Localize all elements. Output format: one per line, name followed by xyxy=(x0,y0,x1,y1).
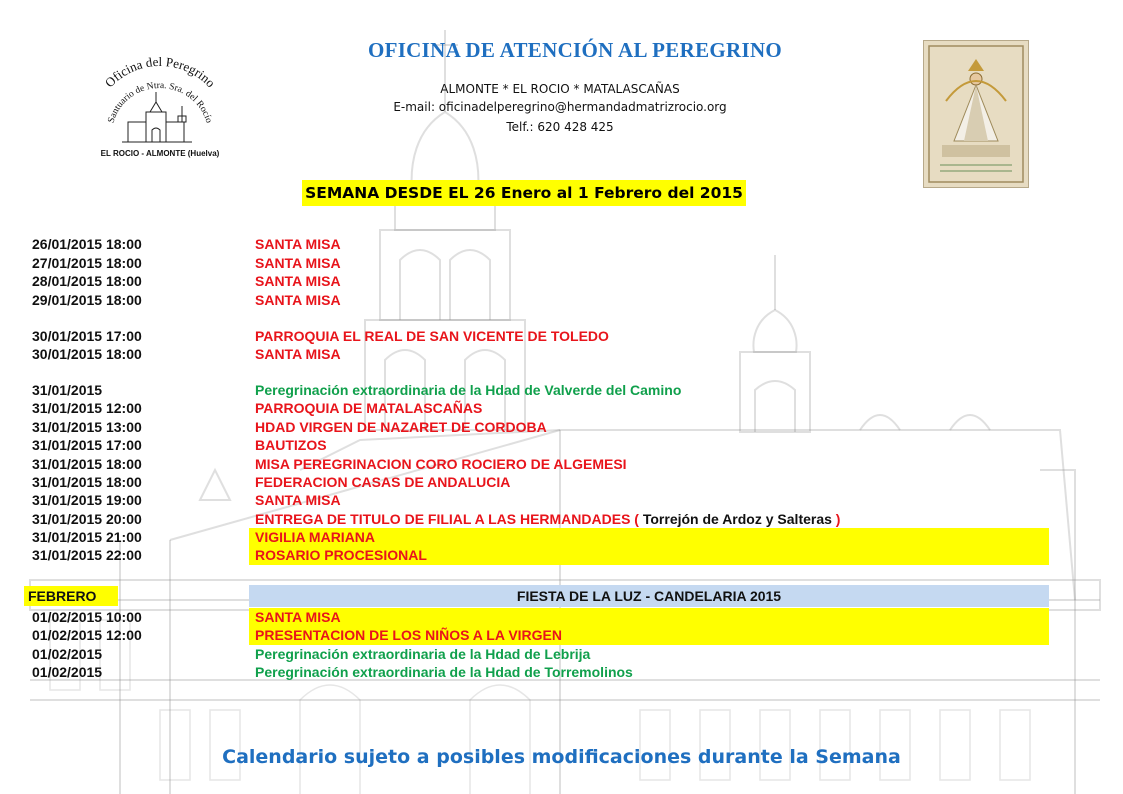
schedule-row xyxy=(0,455,1123,473)
event-title: SANTA MISA xyxy=(255,609,341,625)
event-title: Peregrinación extraordinaria de la Hdad de Torremolinos xyxy=(255,664,633,680)
event-title: ENTREGA DE TITULO DE FILIAL A LAS HERMANDADES ( Torrejón de Ardoz y Salteras ) xyxy=(255,511,841,527)
event-title: PARROQUIA EL REAL DE SAN VICENTE DE TOLEDO xyxy=(255,328,609,344)
virgin-image xyxy=(923,40,1029,188)
schedule-row xyxy=(0,291,1123,309)
event-datetime: 01/02/2015 10:00 xyxy=(32,609,142,625)
event-title: ROSARIO PROCESIONAL xyxy=(255,547,427,563)
schedule-row xyxy=(0,663,1123,681)
event-datetime: 30/01/2015 18:00 xyxy=(32,346,142,362)
schedule-row xyxy=(0,645,1123,663)
locations-line: ALMONTE * EL ROCIO * MATALASCAÑAS xyxy=(440,82,680,96)
event-datetime: 31/01/2015 17:00 xyxy=(32,437,142,453)
event-title: SANTA MISA xyxy=(255,346,341,362)
event-title: SANTA MISA xyxy=(255,492,341,508)
event-datetime: 31/01/2015 21:00 xyxy=(32,529,142,545)
schedule-row xyxy=(0,345,1123,363)
event-title: SANTA MISA xyxy=(255,236,341,252)
schedule-row xyxy=(0,381,1123,399)
row-highlight xyxy=(249,608,1049,627)
footer-note: Calendario sujeto a posibles modificaciones durante la Semana xyxy=(222,746,901,768)
event-datetime: 30/01/2015 17:00 xyxy=(32,328,142,344)
event-datetime: 31/01/2015 22:00 xyxy=(32,547,142,563)
event-datetime: 31/01/2015 19:00 xyxy=(32,492,142,508)
event-detail: Torrejón de Ardoz y Salteras xyxy=(638,511,836,527)
schedule-row xyxy=(0,528,1123,546)
event-title: PRESENTACION DE LOS NIÑOS A LA VIRGEN xyxy=(255,627,562,643)
page-title: OFICINA DE ATENCIÓN AL PEREGRINO xyxy=(367,38,783,62)
schedule-row xyxy=(0,272,1123,290)
event-datetime: 31/01/2015 13:00 xyxy=(32,419,142,435)
schedule-row xyxy=(0,608,1123,626)
event-title: HDAD VIRGEN DE NAZARET DE CORDOBA xyxy=(255,419,547,435)
event-datetime: 01/02/2015 xyxy=(32,646,103,662)
schedule-row xyxy=(0,399,1123,417)
logo-inner-text: Santuario de Ntra. Sra. del Rocío xyxy=(106,80,214,125)
event-datetime: 28/01/2015 18:00 xyxy=(32,273,142,289)
schedule-row xyxy=(0,436,1123,454)
event-datetime: 26/01/2015 18:00 xyxy=(32,236,142,252)
email-line: E-mail: oficinadelperegrino@hermandadmatrizrocio.org xyxy=(393,100,727,114)
event-datetime: 01/02/2015 12:00 xyxy=(32,627,142,643)
event-datetime: 31/01/2015 xyxy=(32,382,103,398)
event-title: PARROQUIA DE MATALASCAÑAS xyxy=(255,400,483,416)
month-tag-february: FEBRERO xyxy=(24,586,118,606)
event-datetime: 31/01/2015 18:00 xyxy=(32,474,142,490)
event-datetime: 31/01/2015 12:00 xyxy=(32,400,142,416)
logo-arc-text: Oficina del Peregrino xyxy=(101,53,219,91)
event-title: SANTA MISA xyxy=(255,273,341,289)
schedule-row xyxy=(0,418,1123,436)
week-banner: SEMANA DESDE EL 26 Enero al 1 Febrero del 2015 xyxy=(302,180,746,206)
phone-line: Telf.: 620 428 425 xyxy=(506,120,614,134)
event-datetime: 31/01/2015 18:00 xyxy=(32,456,142,472)
event-title: MISA PEREGRINACION CORO ROCIERO DE ALGEMESI xyxy=(255,456,627,472)
schedule-row xyxy=(0,235,1123,253)
schedule-row xyxy=(0,491,1123,509)
event-title: Peregrinación extraordinaria de la Hdad de Lebrija xyxy=(255,646,591,662)
event-datetime: 31/01/2015 20:00 xyxy=(32,511,142,527)
oficina-peregrino-logo xyxy=(82,44,238,162)
schedule-row xyxy=(0,254,1123,272)
event-title: VIGILIA MARIANA xyxy=(255,529,376,545)
schedule-row xyxy=(0,626,1123,644)
event-title: BAUTIZOS xyxy=(255,437,327,453)
event-datetime: 27/01/2015 18:00 xyxy=(32,255,142,271)
event-datetime: 29/01/2015 18:00 xyxy=(32,292,142,308)
fiesta-banner: FIESTA DE LA LUZ - CANDELARIA 2015 xyxy=(249,585,1049,607)
logo-bottom-text: EL ROCIO - ALMONTE (Huelva) xyxy=(100,149,220,158)
svg-text:Santuario de Ntra. Sra. del Ro xyxy=(107,81,214,125)
event-title: FEDERACION CASAS DE ANDALUCIA xyxy=(255,474,511,490)
event-title: SANTA MISA xyxy=(255,292,341,308)
event-title: SANTA MISA xyxy=(255,255,341,271)
schedule-row xyxy=(0,546,1123,564)
schedule-row xyxy=(0,473,1123,491)
schedule-row xyxy=(0,510,1123,528)
event-datetime: 01/02/2015 xyxy=(32,664,103,680)
schedule-row xyxy=(0,327,1123,345)
event-title: Peregrinación extraordinaria de la Hdad de Valverde del Camino xyxy=(255,382,682,398)
